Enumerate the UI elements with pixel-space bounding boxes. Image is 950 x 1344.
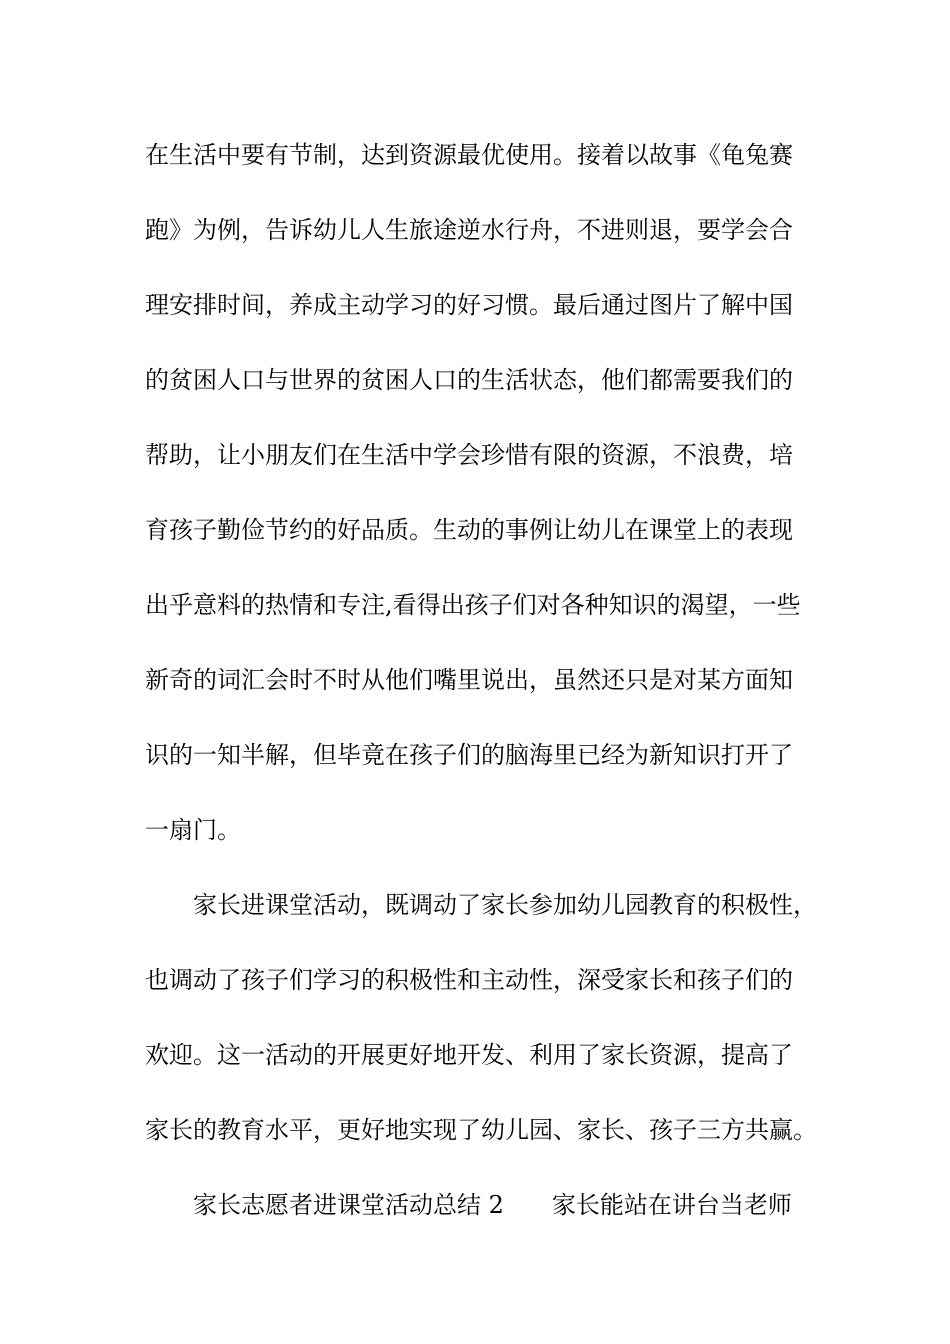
section-heading-line (193, 1190, 792, 1220)
paragraph-1-line-3: 理安排时间，养成主动学习的好习惯。最后通过图片了解中国 (145, 291, 793, 319)
paragraph-1-line-5: 帮助，让小朋友们在生活中学会珍惜有限的资源，不浪费，培 (145, 441, 793, 469)
paragraph-1-line-10: 一扇门。 (145, 816, 241, 844)
paragraph-1-line-7: 出乎意料的热情和专注,看得出孩子们对各种知识的渴望，一些 (145, 591, 801, 619)
paragraph-1-line-4: 的贫困人口与世界的贫困人口的生活状态，他们都需要我们的 (145, 366, 793, 394)
paragraph-1-line-6: 育孩子勤俭节约的好品质。生动的事例让幼儿在课堂上的表现 (145, 516, 793, 544)
paragraph-1-line-9: 识的一知半解，但毕竟在孩子们的脑海里已经为新知识打开了 (145, 741, 793, 769)
paragraph-2-line-3: 欢迎。这一活动的开展更好地开发、利用了家长资源，提高了 (145, 1041, 793, 1069)
paragraph-2-line-1: 家长进课堂活动，既调动了家长参加幼儿园教育的积极性， (193, 891, 817, 919)
paragraph-1-line-2: 跑》为例，告诉幼儿人生旅途逆水行舟，不进则退，要学会合 (145, 216, 793, 244)
paragraph-1-line-1: 在生活中要有节制，达到资源最优使用。接着以故事《龟兔赛 (145, 141, 793, 169)
paragraph-2-line-4: 家长的教育水平，更好地实现了幼儿园、家长、孩子三方共赢。 (145, 1116, 817, 1144)
paragraph-1-line-8: 新奇的词汇会时不时从他们嘴里说出，虽然还只是对某方面知 (145, 666, 793, 694)
section-lead-text: 家长能站在讲台当老师 (551, 1191, 792, 1219)
section-heading: 家长志愿者进课堂活动总结 2 (193, 1191, 504, 1219)
paragraph-2-line-2: 也调动了孩子们学习的积极性和主动性，深受家长和孩子们的 (145, 966, 793, 994)
